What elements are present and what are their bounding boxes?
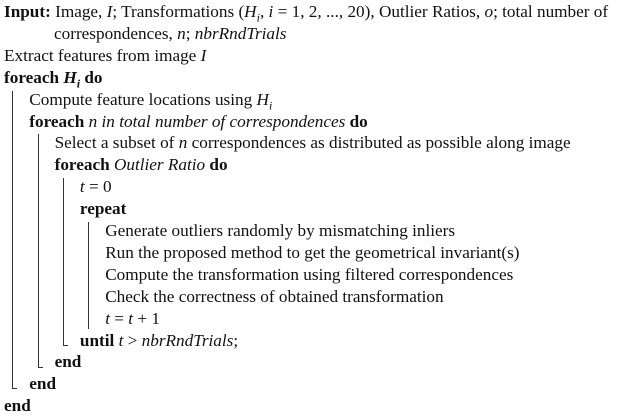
text-segment: Image, xyxy=(55,2,107,21)
algorithm-line xyxy=(80,176,112,198)
algorithm-line xyxy=(29,373,56,395)
algorithm-line xyxy=(80,330,238,352)
algorithm-line xyxy=(4,45,206,67)
algorithm-line xyxy=(105,242,519,264)
block-indent-line xyxy=(38,134,39,366)
algorithm-line xyxy=(54,23,287,45)
text-segment: t xyxy=(118,330,124,350)
text-segment: Generate outliers randomly by mismatching inliers xyxy=(105,221,456,240)
algorithm-line xyxy=(29,89,272,111)
text-segment: ; total number of xyxy=(493,2,609,21)
keyword: repeat xyxy=(79,199,127,219)
algorithm-line xyxy=(105,220,455,242)
text-segment: n xyxy=(177,23,186,43)
text-segment: i xyxy=(268,2,274,21)
text-segment: n in total number of correspondences xyxy=(88,111,346,131)
algorithm-line xyxy=(105,264,513,286)
algorithm-line xyxy=(55,351,82,373)
text-segment: i xyxy=(76,76,81,91)
algorithm-line xyxy=(29,111,367,133)
algorithm-line xyxy=(80,198,126,220)
text-segment: Check the correctness of obtained transformation xyxy=(105,286,444,306)
block-indent-line xyxy=(88,222,89,329)
text-segment: ; Transformations ( xyxy=(112,2,245,21)
text-segment: H xyxy=(244,2,257,21)
text-segment: Extract features from image xyxy=(4,45,201,65)
text-segment: Compute the transformation using filtered correspondences xyxy=(105,264,514,284)
keyword: Input: xyxy=(4,2,56,21)
keyword: do xyxy=(345,111,368,131)
text-segment: t xyxy=(79,177,85,197)
keyword: do xyxy=(80,67,103,87)
text-segment: t xyxy=(105,308,110,328)
text-segment: = xyxy=(109,308,129,328)
keyword: end xyxy=(54,352,82,372)
text-segment: ; xyxy=(185,23,195,43)
text-segment: I xyxy=(106,2,113,21)
block-end-hook xyxy=(63,345,68,346)
text-segment: correspondences, xyxy=(54,23,178,43)
keyword: end xyxy=(4,396,31,416)
text-segment: = 0 xyxy=(84,177,112,197)
algorithm-line xyxy=(55,154,228,176)
text-segment: I xyxy=(200,45,207,65)
text-segment: t xyxy=(128,308,134,328)
text-segment: i xyxy=(256,10,260,25)
algorithm-line xyxy=(105,308,160,330)
algorithm-line xyxy=(105,286,443,308)
text-segment: Run the proposed method to get the geometrical invariant(s) xyxy=(105,242,520,262)
keyword: end xyxy=(29,374,57,394)
text-segment: > xyxy=(123,330,142,350)
keyword: foreach xyxy=(29,111,89,131)
block-end-hook xyxy=(12,388,17,389)
algorithm-line xyxy=(4,67,103,89)
text-segment: i xyxy=(268,98,273,113)
text-segment: nbrRndTrials xyxy=(141,330,234,350)
text-segment: correspondences as distributed as possible along image xyxy=(187,133,571,153)
text-segment: H xyxy=(256,89,269,109)
keyword: foreach xyxy=(54,155,114,175)
text-segment: Select a subset of xyxy=(54,133,179,153)
text-segment: o xyxy=(484,2,494,21)
text-segment: ; xyxy=(233,330,239,350)
text-segment: n xyxy=(178,133,188,153)
algorithm-line xyxy=(4,395,31,417)
keyword: do xyxy=(205,155,228,175)
text-segment: Outlier Ratio xyxy=(113,155,206,175)
text-segment: , xyxy=(259,2,269,21)
block-indent-line xyxy=(63,178,64,344)
block-end-hook xyxy=(38,367,43,368)
text-segment: Compute feature locations using xyxy=(29,89,257,109)
keyword: foreach xyxy=(4,67,64,87)
text-segment: nbrRndTrials xyxy=(194,23,287,43)
algorithm-line xyxy=(4,1,608,23)
keyword: until xyxy=(79,330,119,350)
block-indent-line xyxy=(12,91,13,389)
text-segment: = 1, 2, ..., 20), Outlier Ratios, xyxy=(273,2,485,21)
algorithm-line xyxy=(55,132,571,154)
text-segment: + 1 xyxy=(133,308,160,328)
text-segment: H xyxy=(63,67,77,87)
